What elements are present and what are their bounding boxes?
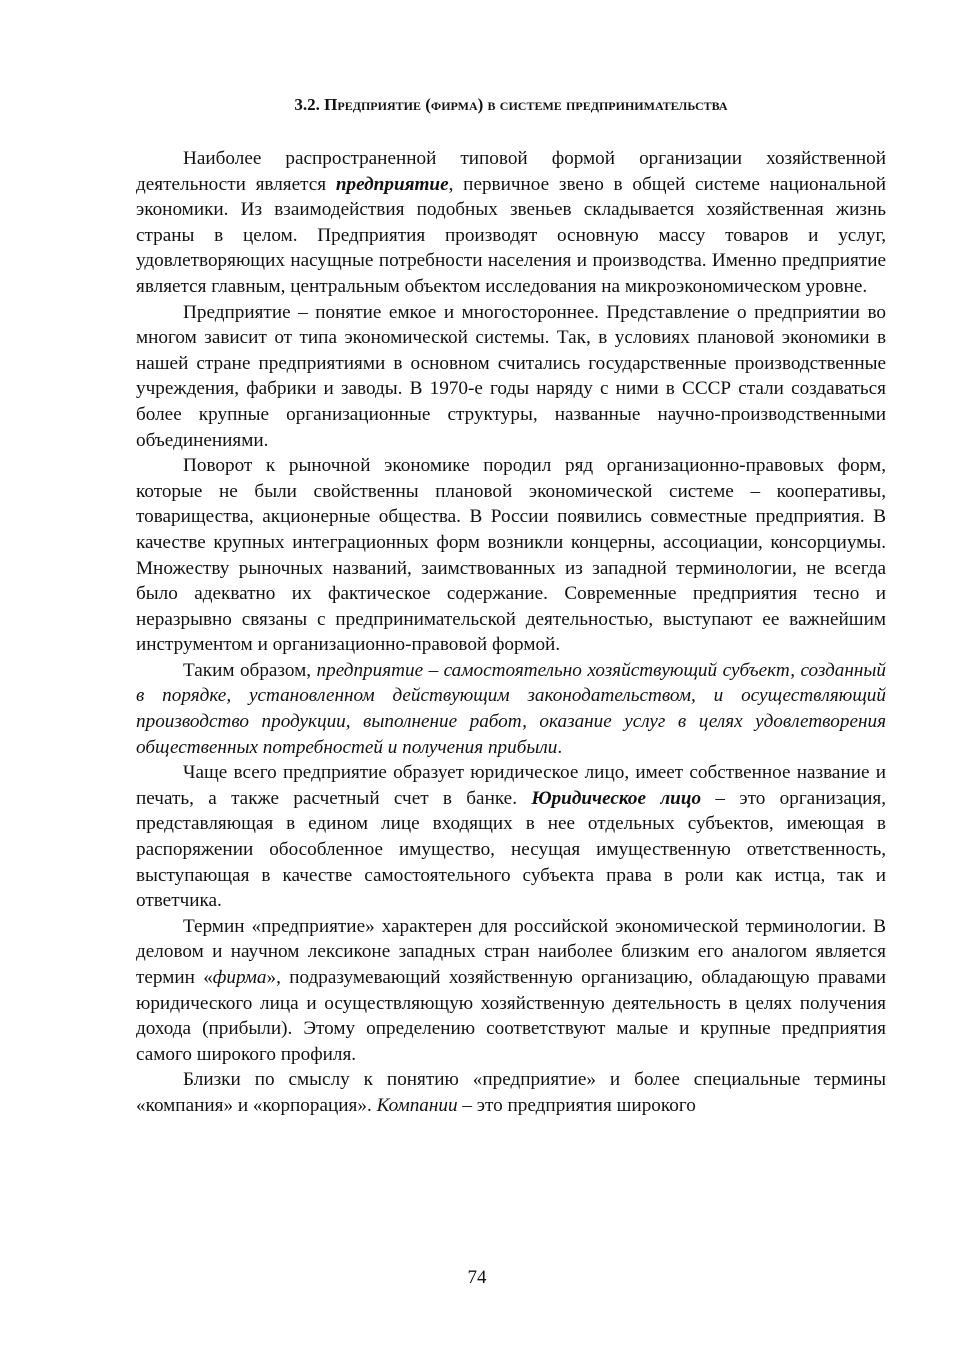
text-segment: – это организация, представляющая в едином лице входящих в нее отдельных субъектов, имеющая в распоряжении обособленное имущество, несущая имущественную ответственность, выступающая в качестве самостоятельного субъекта права в роли как истца, так и ответчика. — [136, 787, 886, 912]
page-content — [136, 92, 886, 1119]
page-number: 74 — [467, 1267, 487, 1288]
text-segment: . — [557, 736, 563, 758]
definition-italic: предприятие – самостоятельно хозяйствующий субъект, созданный в порядке, установленном действующим законодательством, и осуществляющий производство продукции, выполнение работ, оказание услуг в целях удовлетворения общественных потребностей и получения прибыли — [136, 659, 886, 758]
text-segment: Наиболее распространенной типовой формой организации хозяйственной деятельности является — [136, 148, 886, 195]
text-segment: », подразумевающий хозяйственную организацию, обладающую правами юридического лица и осуществляющую хозяйственную деятельность в целях получения дохода (прибыли). Этому определению соответствуют малые и крупные предприятия самого широкого профиля. — [136, 967, 886, 1065]
text-segment: Близки по смыслу к понятию «предприятие» и более специальные термины «компания» и «корпорация». — [136, 1069, 886, 1116]
text-segment: Поворот к рыночной экономике породил ряд организационно-правовых форм, которые не были свойственны плановой экономической системе – кооперативы, товарищества, акционерные общества. В России появились совместные предприятия. В качестве крупных интеграционных форм возникли концерны, ассоциации, консорциумы. Множеству рыночных названий, заимствованных из западной терминологии, не всегда было адекватно их фактическое содержание. Современные предприятия тесно и неразрывно связаны с предпринимательской деятельностью, выступают ее важнейшим инструментом и организационно-правовой формой. — [136, 455, 886, 656]
term-italic: фирма — [212, 967, 267, 988]
text-segment: Таким образом, — [183, 659, 317, 681]
text-segment: , первичное звено в общей системе национальной экономики. Из взаимодействия подобных звеньев складывается хозяйственная жизнь страны в целом. Предприятия производят основную массу товаров и услуг, удовлетворяющих насущные потребности населения и производства. Именно предприятие является главным, центральным объектом исследования на микроэкономическом уровне. — [136, 173, 886, 297]
text-segment: – это предприятия широкого — [457, 1094, 696, 1116]
term-emphasis: Юридическое лицо — [531, 787, 702, 809]
paragraph — [136, 1067, 886, 1118]
paragraph — [136, 300, 886, 454]
term-italic: Компании — [376, 1094, 458, 1116]
paragraph — [136, 760, 886, 914]
term-emphasis: предприятие — [335, 173, 449, 195]
paragraph — [136, 914, 886, 1068]
section-heading: 3.2. Предприятие (фирма) в системе предпринимательства — [294, 95, 728, 114]
paragraph — [136, 146, 886, 300]
text-segment: Предприятие – понятие емкое и многостороннее. Представление о предприятии во многом зависит от типа экономической системы. Так, в условиях плановой экономики в нашей стране предприятиями в основном считались государственные производственные учреждения, фабрики и заводы. В 1970-е годы наряду с ними в СССР стали создаваться более крупные организационные структуры, названные научно-производственными объединениями. — [136, 301, 886, 451]
paragraph — [136, 453, 886, 658]
text-segment: Термин «предприятие» характерен для российской экономической терминологии. В деловом и научном лексиконе западных стран наиболее близким его аналогом является термин « — [136, 915, 886, 988]
paragraph — [136, 658, 886, 760]
text-segment: Чаще всего предприятие образует юридическое лицо, имеет собственное название и печать, а также расчетный счет в банке. — [136, 762, 886, 809]
